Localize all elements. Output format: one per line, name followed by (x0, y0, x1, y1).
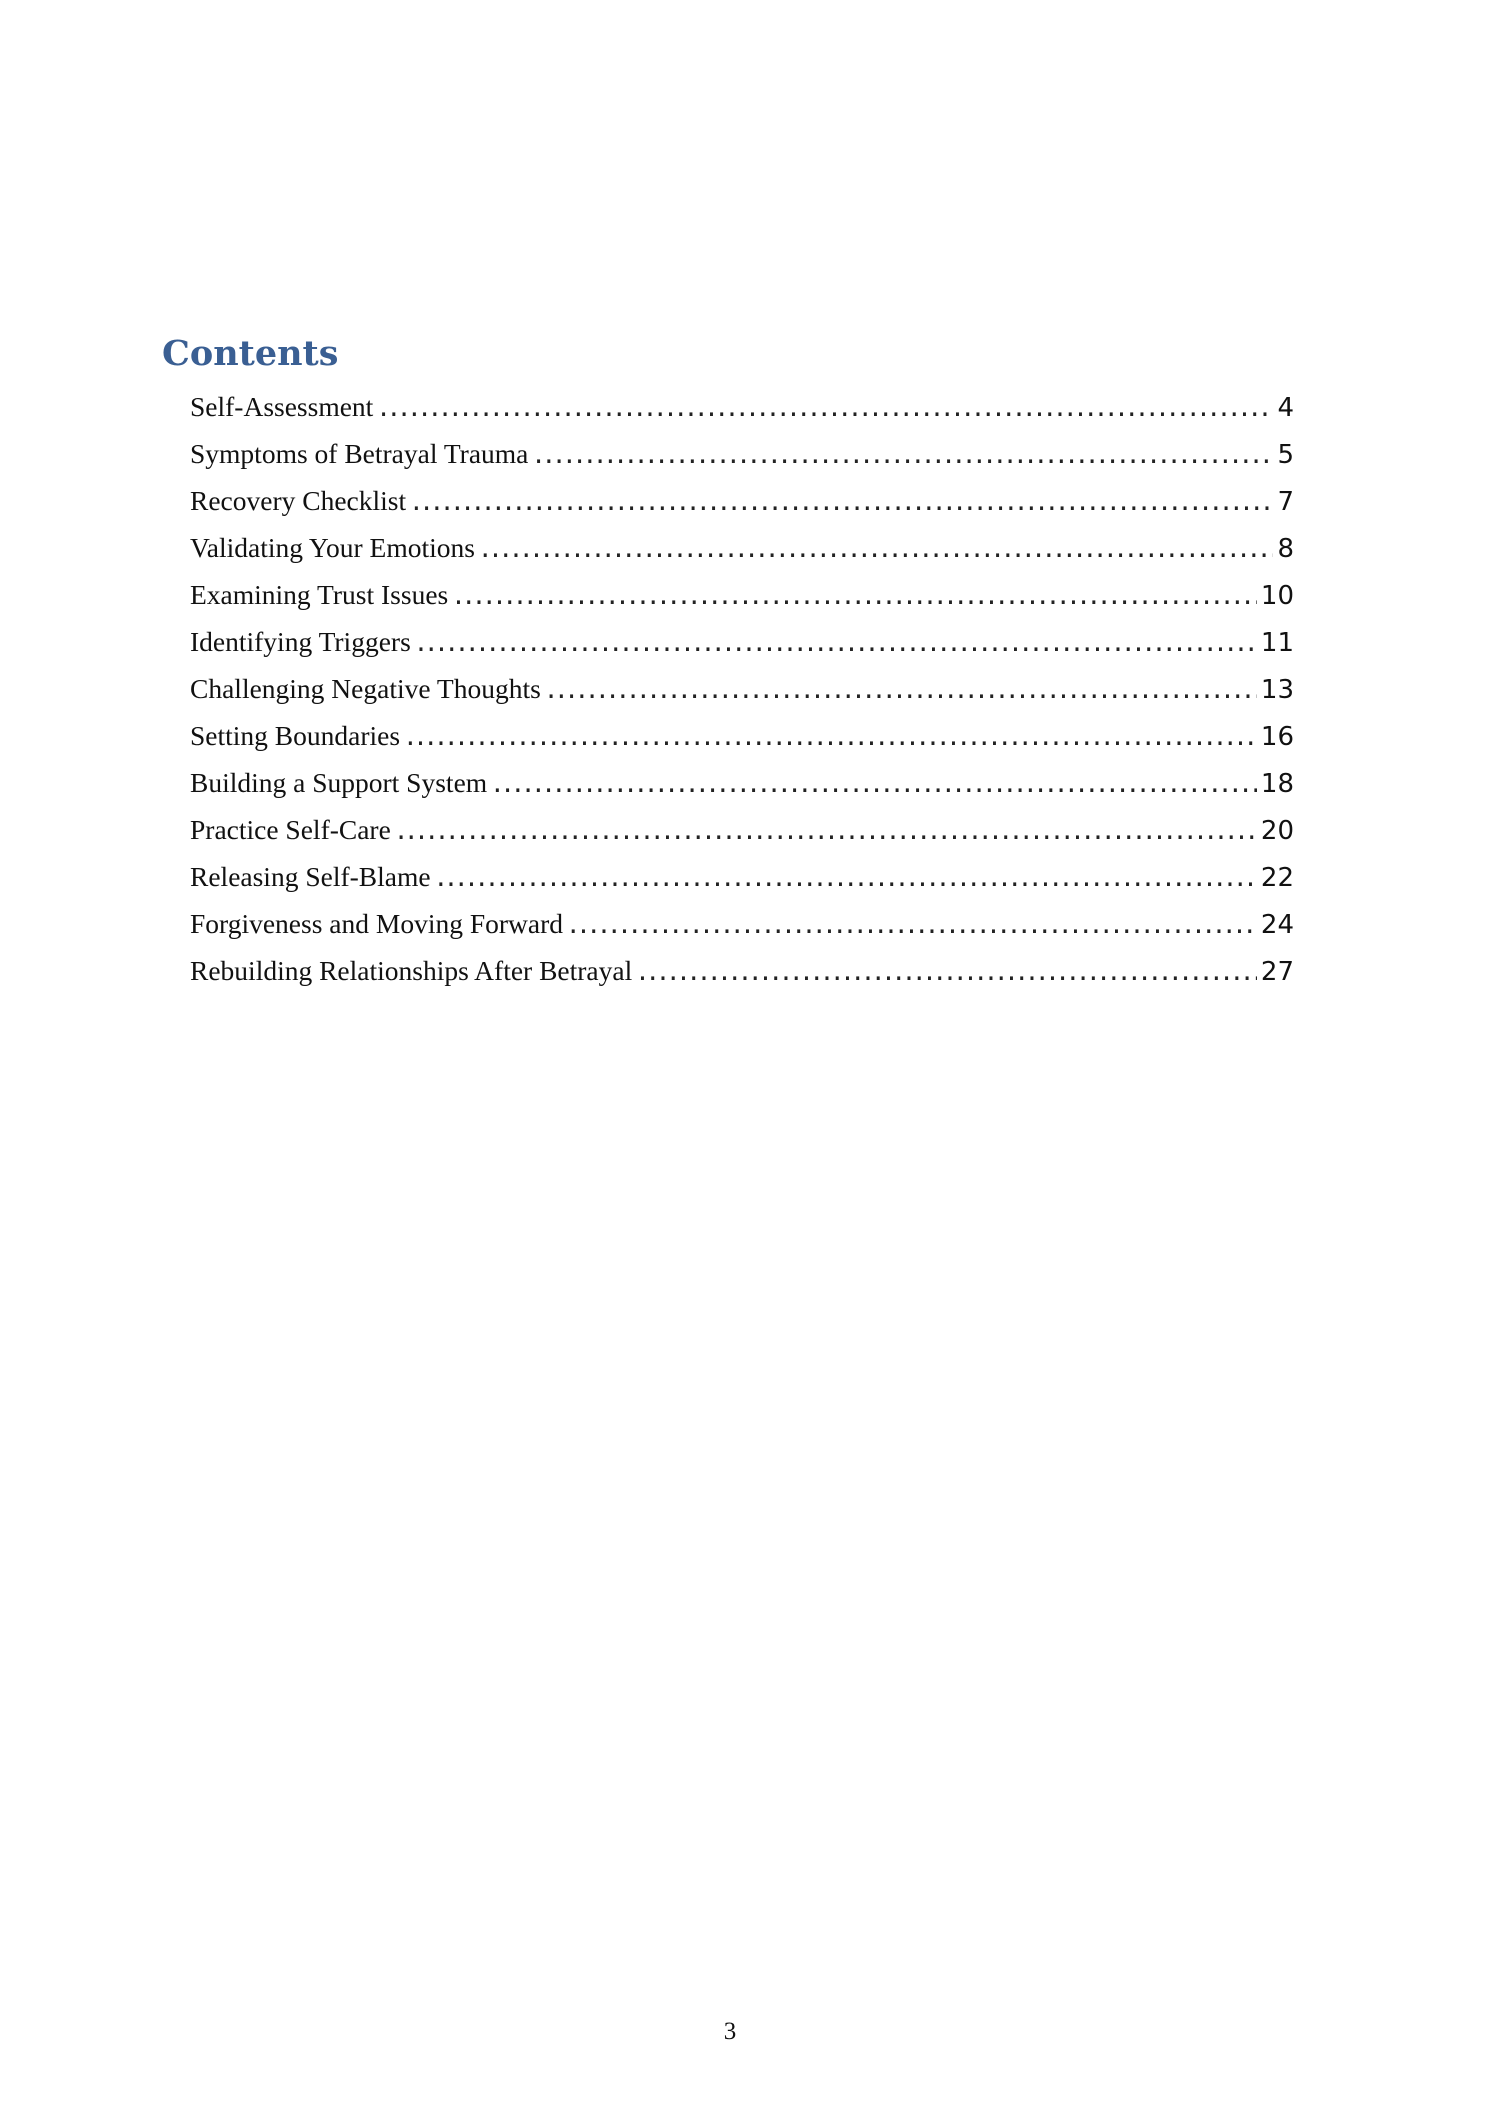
toc-entry[interactable] (190, 571, 1294, 618)
toc-entry-title[interactable]: Examining Trust Issues (190, 579, 449, 610)
toc-entry-page[interactable]: 18 (1260, 769, 1294, 799)
toc-dot-leader (635, 949, 1257, 994)
toc-dot-leader (544, 667, 1257, 712)
toc-entry[interactable] (190, 430, 1294, 477)
toc-entry-title[interactable]: Challenging Negative Thoughts (190, 673, 541, 704)
toc-entry[interactable] (190, 853, 1294, 900)
toc-entry-page[interactable]: 7 (1277, 487, 1294, 517)
toc-dot-leader (478, 526, 1274, 571)
toc-entry-title[interactable]: Self-Assessment (190, 391, 374, 422)
toc-entry-page[interactable]: 5 (1277, 440, 1294, 470)
toc-entry[interactable] (190, 618, 1294, 665)
toc-dot-leader (403, 714, 1257, 759)
toc-entry-title[interactable]: Forgiveness and Moving Forward (190, 908, 564, 939)
toc-entry-title[interactable]: Rebuilding Relationships After Betrayal (190, 955, 633, 986)
toc-entry-page[interactable]: 13 (1260, 675, 1294, 705)
table-of-contents (190, 383, 1294, 994)
toc-entry[interactable] (190, 383, 1294, 430)
toc-entry-page[interactable]: 16 (1260, 722, 1294, 752)
contents-heading: Contents (162, 333, 339, 374)
toc-entry-title[interactable]: Identifying Triggers (190, 626, 411, 657)
toc-entry[interactable] (190, 806, 1294, 853)
toc-dot-leader (531, 432, 1273, 477)
toc-entry-title[interactable]: Setting Boundaries (190, 720, 401, 751)
toc-entry[interactable] (190, 524, 1294, 571)
toc-dot-leader (451, 573, 1257, 618)
toc-entry[interactable] (190, 759, 1294, 806)
toc-dot-leader (490, 761, 1257, 806)
toc-entry-page[interactable]: 27 (1260, 957, 1294, 987)
toc-entry-page[interactable]: 22 (1260, 863, 1294, 893)
toc-entry[interactable] (190, 665, 1294, 712)
toc-entry[interactable] (190, 900, 1294, 947)
toc-entry-title[interactable]: Validating Your Emotions (190, 532, 475, 563)
toc-entry-page[interactable]: 8 (1277, 534, 1294, 564)
toc-entry-page[interactable]: 20 (1260, 816, 1294, 846)
toc-entry-title[interactable]: Recovery Checklist (190, 485, 407, 516)
toc-dot-leader (376, 385, 1273, 430)
toc-entry-page[interactable]: 11 (1260, 628, 1294, 658)
toc-entry-page[interactable]: 4 (1277, 393, 1294, 423)
toc-dot-leader (566, 902, 1257, 947)
toc-entry-title[interactable]: Practice Self-Care (190, 814, 391, 845)
toc-entry-title[interactable]: Releasing Self-Blame (190, 861, 431, 892)
toc-entry-page[interactable]: 24 (1260, 910, 1294, 940)
toc-dot-leader (434, 855, 1257, 900)
toc-entry-page[interactable]: 10 (1260, 581, 1294, 611)
toc-dot-leader (394, 808, 1257, 853)
toc-entry[interactable] (190, 477, 1294, 524)
toc-dot-leader (409, 479, 1273, 524)
toc-entry-title[interactable]: Symptoms of Betrayal Trauma (190, 438, 529, 469)
toc-entry[interactable] (190, 712, 1294, 759)
toc-entry[interactable] (190, 947, 1294, 994)
toc-entry-title[interactable]: Building a Support System (190, 767, 488, 798)
toc-dot-leader (414, 620, 1257, 665)
page-number: 3 (723, 2018, 737, 2045)
